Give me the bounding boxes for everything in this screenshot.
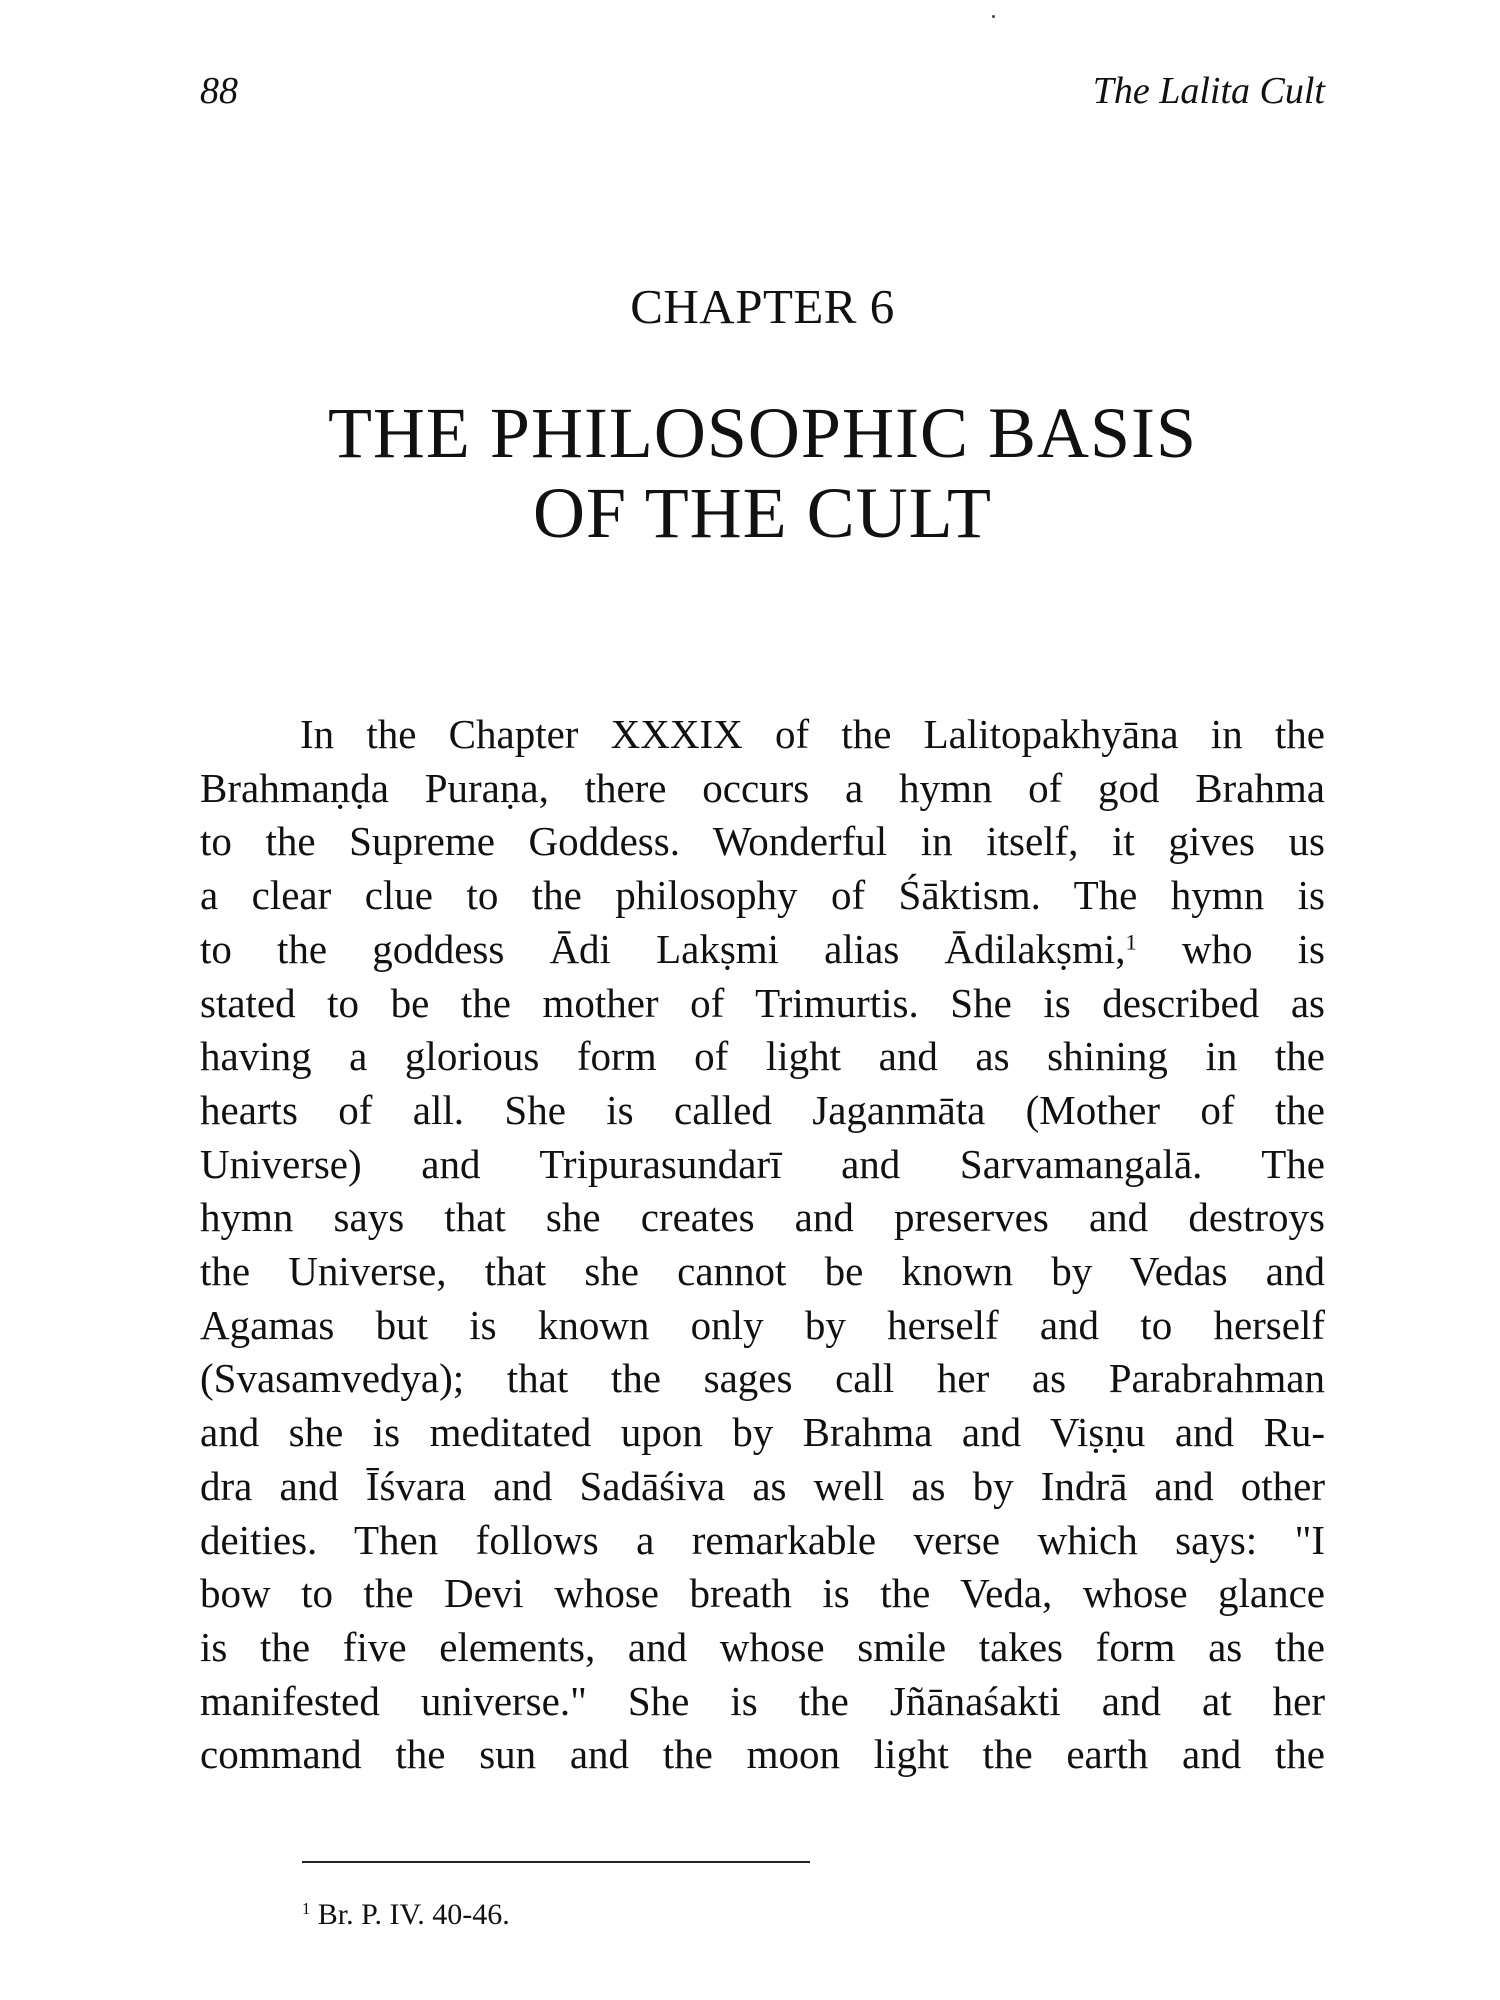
body-line: a clear clue to the philosophy of Śāktism. The hymn is [200,872,1325,919]
body-line: the Universe, that she cannot be known by Vedas and [200,1248,1325,1295]
chapter-title-line-1: THE PHILOSOPHIC BASIS [327,393,1198,473]
body-line: manifested universe." She is the Jñānaśakti and at her [200,1677,1325,1724]
footnote [302,1895,510,1935]
body-line: Brahmaṇḍa Puraṇa, there occurs a hymn of god Brahma [200,764,1325,811]
body-line: Agamas but is known only by herself and to herself [200,1301,1325,1348]
body-line: hymn says that she creates and preserves and destroys [200,1194,1325,1241]
body-line: deities. Then follows a remarkable verse which says: "I [200,1516,1325,1563]
chapter-title [200,393,1325,553]
body-line: hearts of all. She is called Jaganmāta (Mother of the [200,1086,1325,1133]
body-line-tail: who is [1181,925,1325,972]
running-title: The Lalita Cult [1092,70,1325,112]
body-line-with-footnote [200,923,1325,977]
page-number: 88 [200,70,238,112]
body-line: (Svasamvedya); that the sages call her as Parabrahman [200,1355,1325,1402]
footnote-reference: 1 [1125,929,1137,955]
body-line: to the Supreme Goddess. Wonderful in itself, it gives us [200,818,1325,865]
body-line: Universe) and Tripurasundarī and Sarvamangalā. The [200,1140,1325,1187]
footnote-marker: 1 [302,1899,311,1919]
chapter-label: CHAPTER 6 [630,279,895,334]
body-line: command the sun and the moon light the earth and the [200,1731,1325,1778]
body-line: bow to the Devi whose breath is the Veda, whose glance [200,1570,1325,1617]
footnote-text: Br. P. IV. 40-46. [317,1898,510,1931]
body-paragraph [200,708,1325,1782]
body-line-text: to the goddess Ādi Lakṣmi alias Ādilakṣmi, [200,925,1126,972]
body-line: stated to be the mother of Trimurtis. She is described as [200,979,1325,1026]
body-line: In the Chapter XXXIX of the Lalitopakhyāna in the [300,711,1325,757]
body-line: is the five elements, and whose smile takes form as the [200,1623,1325,1670]
page-header [200,66,1325,116]
body-line: and she is meditated upon by Brahma and Viṣṇu and Ru- [200,1409,1325,1456]
footnote-divider [302,1861,810,1863]
body-line: dra and Īśvara and Sadāśiva as well as by Indrā and other [200,1462,1325,1509]
body-line: having a glorious form of light and as shining in the [200,1033,1325,1080]
print-speck [992,15,995,18]
chapter-title-line-2: OF THE CULT [532,473,993,553]
